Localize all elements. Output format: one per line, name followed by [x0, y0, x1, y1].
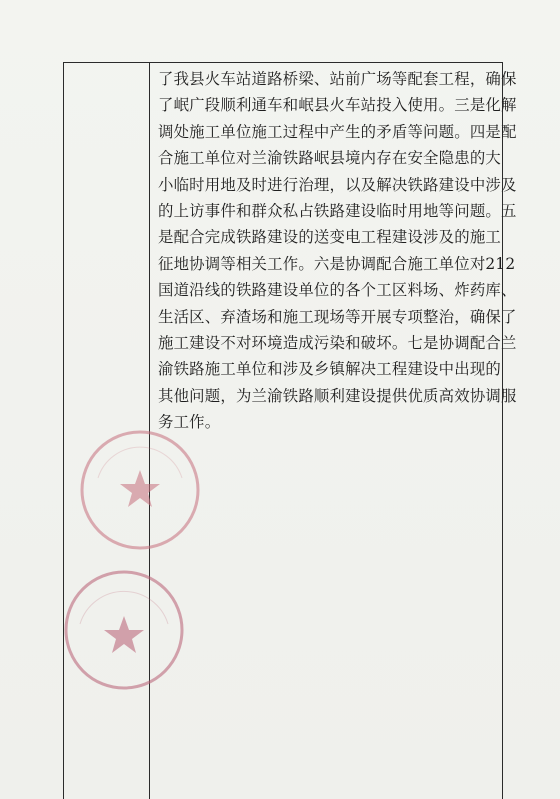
text-line: 生活区、弃渣场和施工现场等开展专项整治，确保了: [158, 307, 517, 326]
text-line: 了我县火车站道路桥梁、站前广场等配套工程，确保: [158, 70, 517, 88]
text-line: 国道沿线的铁路建设单位的各个工区料场、炸药库、: [158, 281, 517, 300]
text-line: 了岷广段顺利通车和岷县火车站投入使用。三是化解: [158, 96, 517, 115]
text-line: 合施工单位对兰渝铁路岷县境内存在安全隐患的大: [158, 149, 501, 168]
official-seal-stamp: [76, 426, 204, 554]
official-seal-stamp: [60, 566, 188, 694]
text-line: 的上访事件和群众私占铁路建设临时用地等问题。五: [158, 202, 517, 221]
text-line: 施工建设不对环境造成污染和破坏。七是协调配合兰: [158, 334, 517, 353]
text-line: 是配合完成铁路建设的送变电工程建设涉及的施工: [158, 228, 501, 247]
body-text: [158, 66, 517, 436]
text-line: 调处施工单位施工过程中产生的矛盾等问题。四是配: [158, 122, 517, 141]
seal-graphic: [60, 566, 188, 694]
seal-graphic: [76, 426, 204, 554]
text-line: 小临时用地及时进行治理，以及解决铁路建设中涉及: [158, 175, 517, 194]
text-line: 其他问题，为兰渝铁路顺利建设提供优质高效协调服: [158, 386, 517, 405]
text-line: 渝铁路施工单位和涉及乡镇解决工程建设中出现的: [158, 360, 501, 379]
text-line: 征地协调等相关工作。六是协调配合施工单位对212: [158, 254, 516, 273]
text-line: 务工作。: [158, 413, 221, 432]
